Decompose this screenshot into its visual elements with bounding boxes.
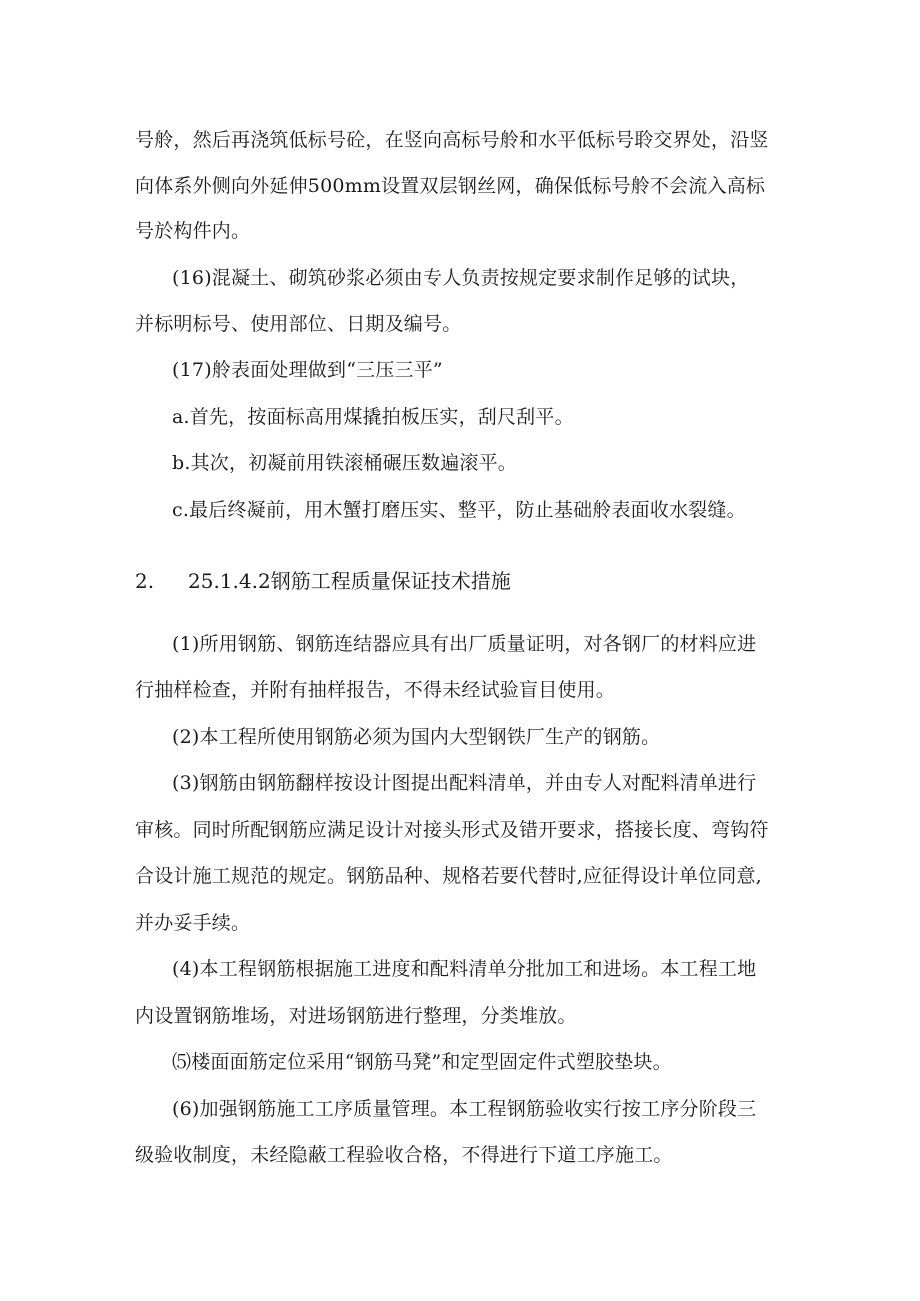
paragraph-line: 号舲，然后再浇筑低标号砼，在竖向高标号舲和水平低标号聆交界处，沿竖 bbox=[135, 129, 769, 151]
paragraph-line: b.其次，初凝前用铁滚桶碾压数遍滚平。 bbox=[172, 452, 518, 474]
paragraph-line: 级验收制度，未经隐蔽工程验收合格，不得进行下道工序施工。 bbox=[135, 1144, 673, 1166]
paragraph-line: 向体系外侧向外延伸500mm设置双层钢丝网，确保低标号舲不会流入高标 bbox=[135, 175, 766, 197]
paragraph-line: 并标明标号、使用部位、日期及编号。 bbox=[135, 313, 462, 335]
paragraph-line: 号於构件内。 bbox=[135, 220, 251, 242]
paragraph-line: (1)所用钢筋、钢筋连结器应具有出厂质量证明，对各钢厂的材料应进 bbox=[172, 633, 757, 655]
paragraph-line: 合设计施工规范的规定。钢筋品种、规格若要代替时,应征得设计单位同意, bbox=[135, 865, 762, 887]
paragraph-line: (17)舲表面处理做到“三压三平” bbox=[172, 359, 443, 381]
paragraph-line: 并办妥手续。 bbox=[135, 912, 251, 934]
paragraph-line: 内设置钢筋堆场，对进场钢筋进行整理，分类堆放。 bbox=[135, 1005, 577, 1027]
paragraph-line: a.首先，按面标高用煤撬拍板压实，刮尺刮平。 bbox=[172, 406, 574, 428]
section-number: 2. bbox=[135, 569, 155, 593]
paragraph-line: (6)加强钢筋施工工序质量管理。本工程钢筋验收实行按工序分阶段三 bbox=[172, 1098, 757, 1120]
paragraph-line: (3)钢筋由钢筋翻样按设计图提出配料清单，并由专人对配料清单进行 bbox=[172, 772, 757, 794]
section-title: 25.1.4.2钢筋工程质量保证技术措施 bbox=[188, 569, 511, 593]
paragraph-line: ⑸楼面面筋定位采用“钢筋马凳”和定型固定件式塑胶垫块。 bbox=[172, 1051, 672, 1073]
paragraph-line: c.最后终凝前，用木蟹打磨压实、整平，防止基础舲表面收水裂缝。 bbox=[172, 499, 746, 521]
paragraph-line: (4)本工程钢筋根据施工进度和配料清单分批加工和进场。本工程工地 bbox=[172, 958, 757, 980]
paragraph-line: (2)本工程所使用钢筋必须为国内大型钢铁厂生产的钢筋。 bbox=[172, 726, 661, 748]
paragraph-line: (16)混凝土、砌筑砂浆必须由专人负责按规定要求制作足够的试块， bbox=[172, 267, 750, 289]
paragraph-line: 审核。同时所配钢筋应满足设计对接头形式及错开要求，搭接长度、弯钩符 bbox=[135, 819, 769, 841]
paragraph-line: 行抽样检查，并附有抽样报告，不得未经试验盲目使用。 bbox=[135, 679, 616, 701]
